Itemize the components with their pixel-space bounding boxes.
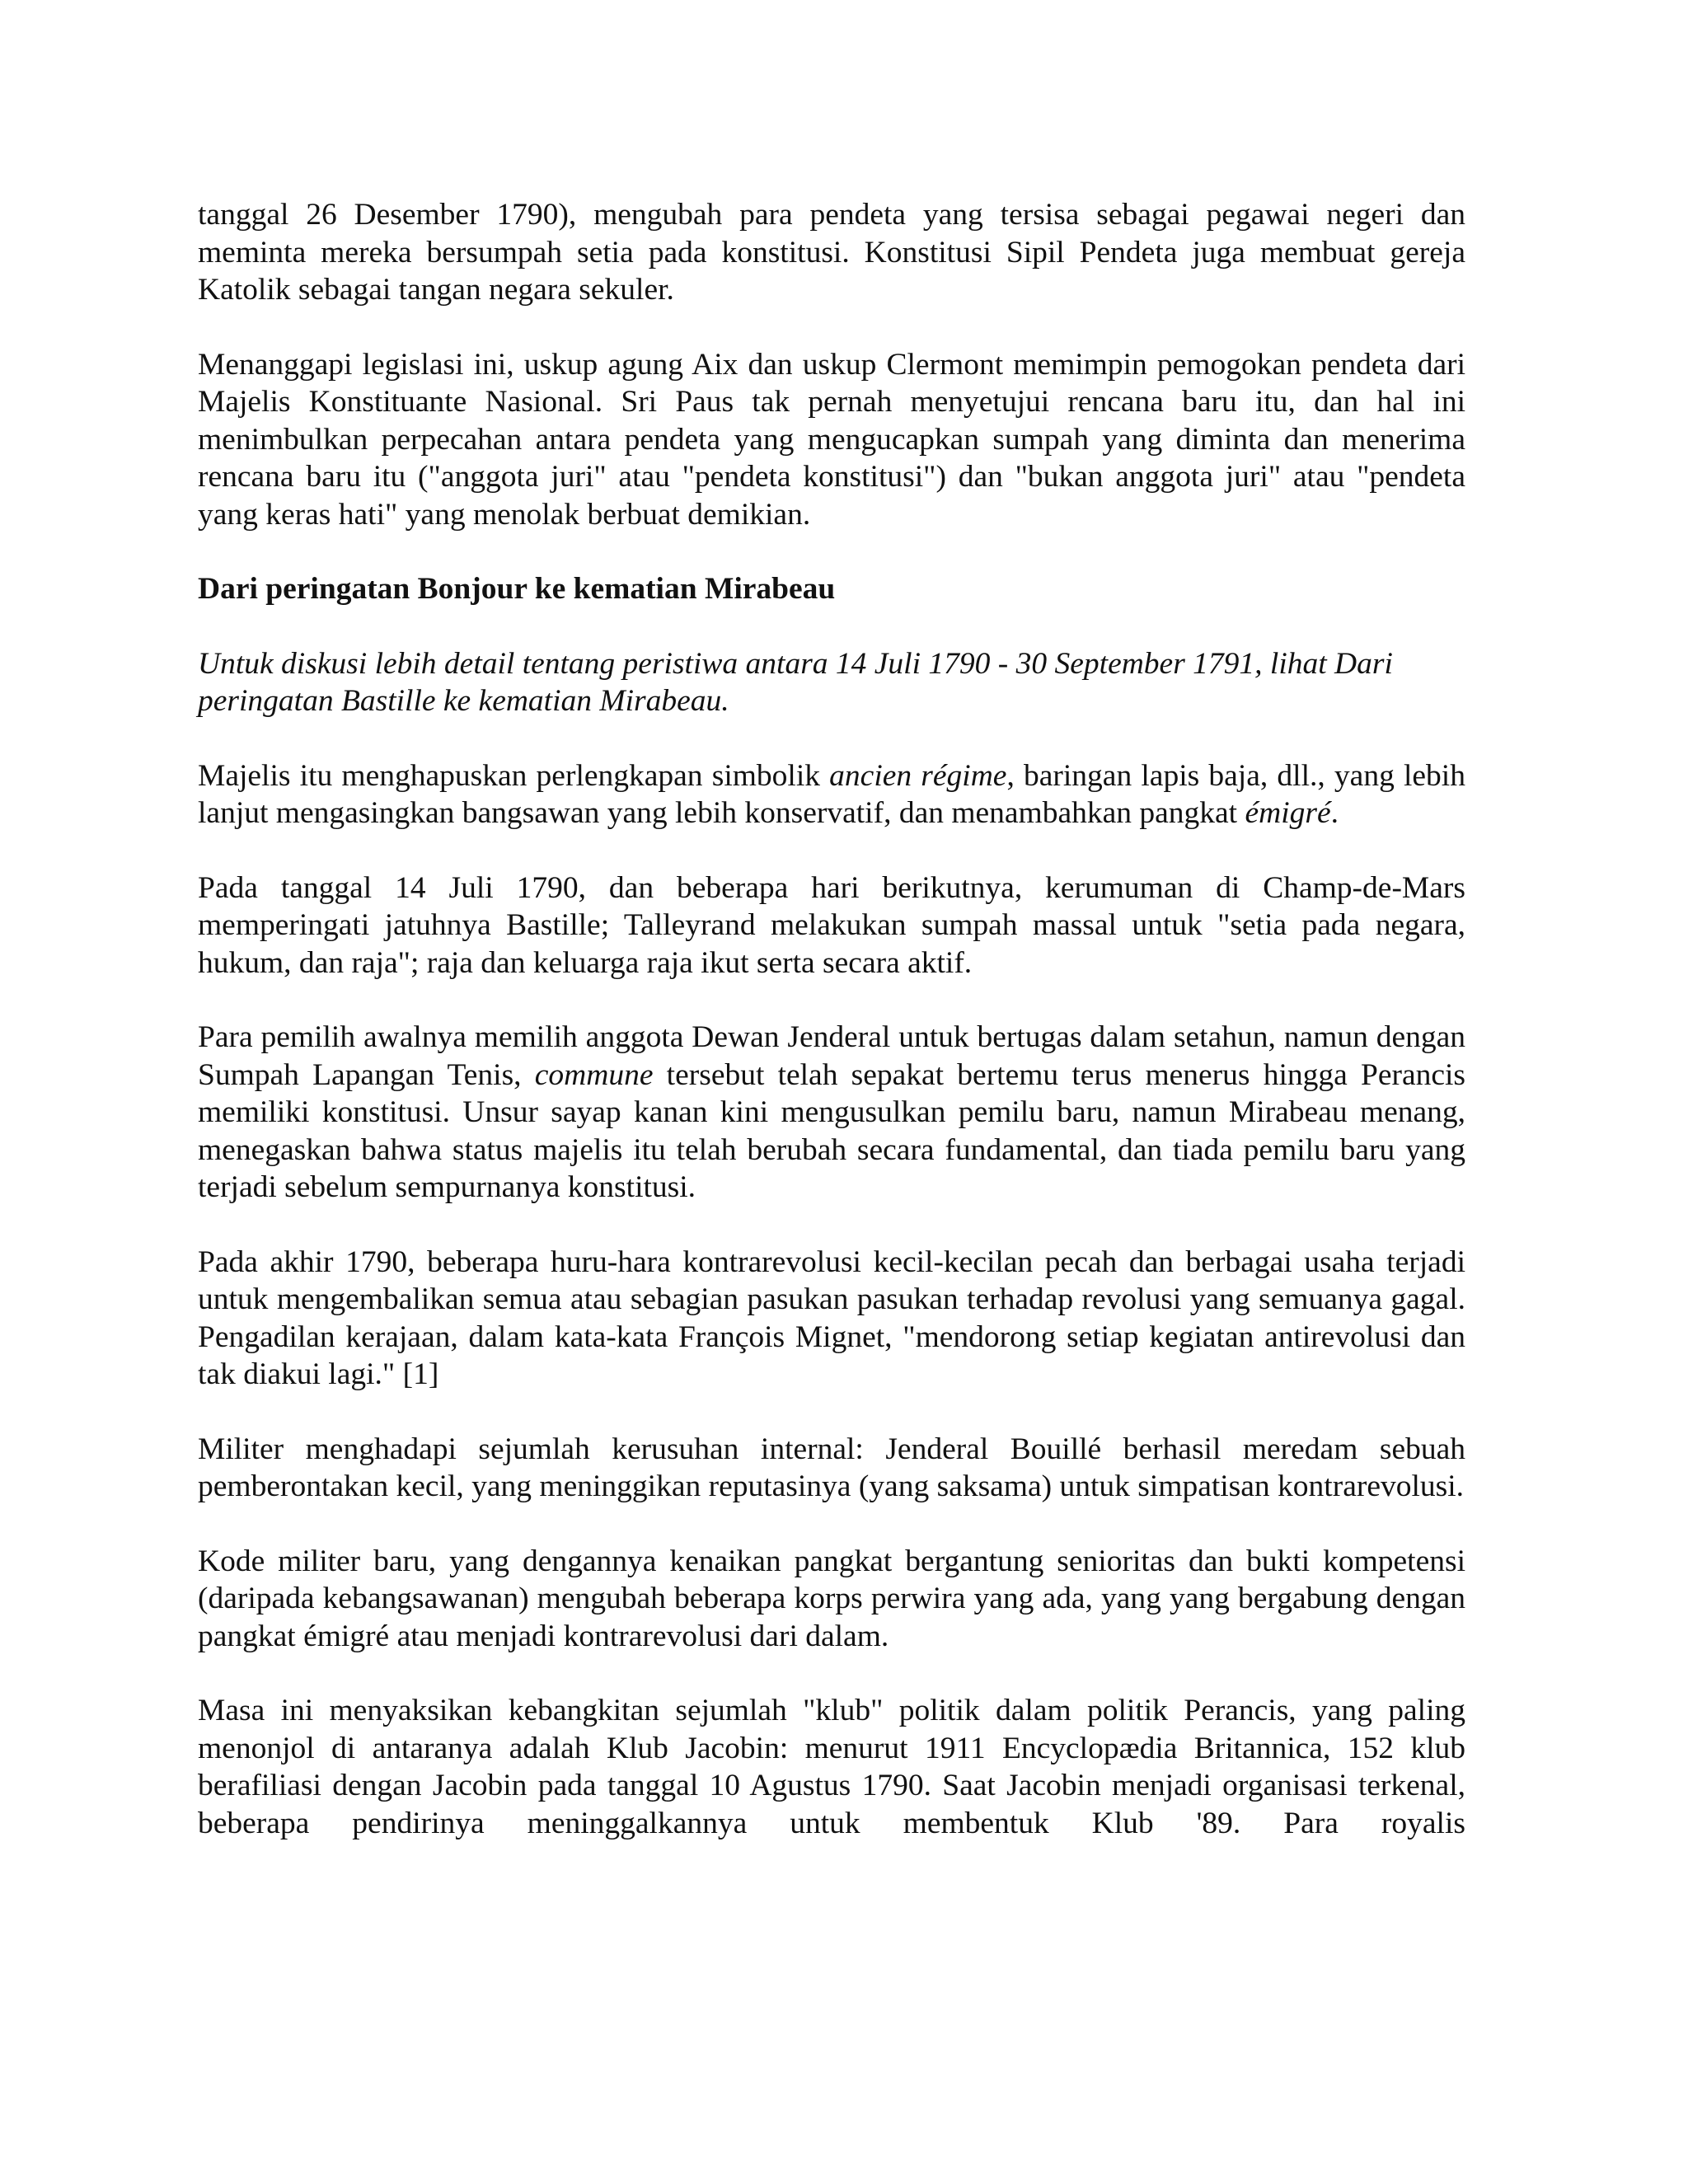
paragraph-counterrevolution: Pada akhir 1790, beberapa huru-hara kontrarevolusi kecil-kecilan pecah dan berbagai usaha terjadi untuk mengembalikan semua atau sebagian pasukan pasukan terhadap revolusi yang semuanya gagal. Pengadilan kerajaan, dalam kata-kata François Mignet, "mendorong setiap kegiatan antirevolusi dan tak diakui lagi." [1] — [198, 1244, 1465, 1391]
document-page — [198, 196, 1465, 1879]
paragraph-military-unrest: Militer menghadapi sejumlah kerusuhan internal: Jenderal Bouillé berhasil meredam sebuah pemberontakan kecil, yang meninggikan reputasinya (yang saksama) untuk simpatisan kontrarevolusi. — [198, 1432, 1465, 1503]
text-run: , baringan lapis baja, dll., yang lebih lanjut mengasingkan bangsawan yang lebih konservatif, dan menambahkan pangkat — [198, 758, 1465, 830]
paragraph-symbolic-abolition — [198, 757, 1465, 832]
section-heading: Dari peringatan Bonjour ke kematian Mirabeau — [198, 572, 836, 606]
text-run: Para pemilih awalnya memilih anggota Dewan Jenderal untuk bertugas dalam setahun, namun dengan Sumpah Lapangan Tenis, — [198, 1020, 1465, 1092]
italic-term-emigre: émigré — [1245, 796, 1331, 830]
paragraph-clergy-schism: Menanggapi legislasi ini, uskup agung Aix dan uskup Clermont memimpin pemogokan pendeta dari Majelis Konstituante Nasional. Sri Paus tak pernah menyetujui rencana baru itu, dan hal ini menimbulkan perpecahan antara pendeta yang mengucapkan sumpah yang diminta dan menerima rencana baru itu ("anggota juri" atau "pendeta konstitusi") dan "bukan anggota juri" atau "pendeta yang keras hati" yang menolak berbuat demikian. — [198, 347, 1465, 532]
text-run: tersebut telah sepakat bertemu terus menerus hingga Perancis memiliki konstitusi. Unsur sayap kanan kini mengusulkan pemilu baru, namun Mirabeau menang, menegaskan bahwa status majelis itu telah berubah secara fundamental, dan tiada pemilu baru yang terjadi sebelum sempurnanya konstitusi. — [198, 1057, 1465, 1204]
text-run: . — [1330, 796, 1339, 830]
paragraph-civil-constitution: tanggal 26 Desember 1790), mengubah para pendeta yang tersisa sebagai pegawai negeri dan meminta mereka bersumpah setia pada konstitusi. Konstitusi Sipil Pendeta juga membuat gereja Katolik sebagai tangan negara sekuler. — [198, 198, 1465, 307]
paragraph-political-clubs: Masa ini menyaksikan kebangkitan sejumlah "klub" politik dalam politik Perancis, yang paling menonjol di antaranya adalah Klub Jacobin: menurut 1911 Encyclopædia Britannica, 152 klub berafiliasi dengan Jacobin pada tanggal 10 Agustus 1790. Saat Jacobin menjadi organisasi terkenal, beberapa pendirinya meninggalkannya untuk membentuk Klub '89. Para royalis — [198, 1694, 1465, 1840]
italic-term-ancien-regime: ancien régime — [829, 758, 1007, 793]
italic-term-commune: commune — [534, 1057, 654, 1092]
text-run: Majelis itu menghapuskan perlengkapan simbolik — [198, 758, 830, 793]
paragraph-military-code: Kode militer baru, yang dengannya kenaikan pangkat bergantung senioritas dan bukti kompetensi (daripada kebangsawanan) mengubah beberapa korps perwira yang ada, yang yang bergabung dengan pangkat émigré atau menjadi kontrarevolusi dari dalam. — [198, 1544, 1465, 1653]
paragraph-champ-de-mars: Pada tanggal 14 Juli 1790, dan beberapa hari berikutnya, kerumuman di Champ-de-Mars memperingati jatuhnya Bastille; Talleyrand melakukan sumpah massal untuk "setia pada negara, hukum, dan raja"; raja dan keluarga raja ikut serta secara aktif. — [198, 870, 1465, 980]
section-note: Untuk diskusi lebih detail tentang peristiwa antara 14 Juli 1790 - 30 September 1791, lihat Dari peringatan Bastille ke kematian Mirabeau. — [198, 646, 1393, 718]
paragraph-electors — [198, 1019, 1465, 1207]
